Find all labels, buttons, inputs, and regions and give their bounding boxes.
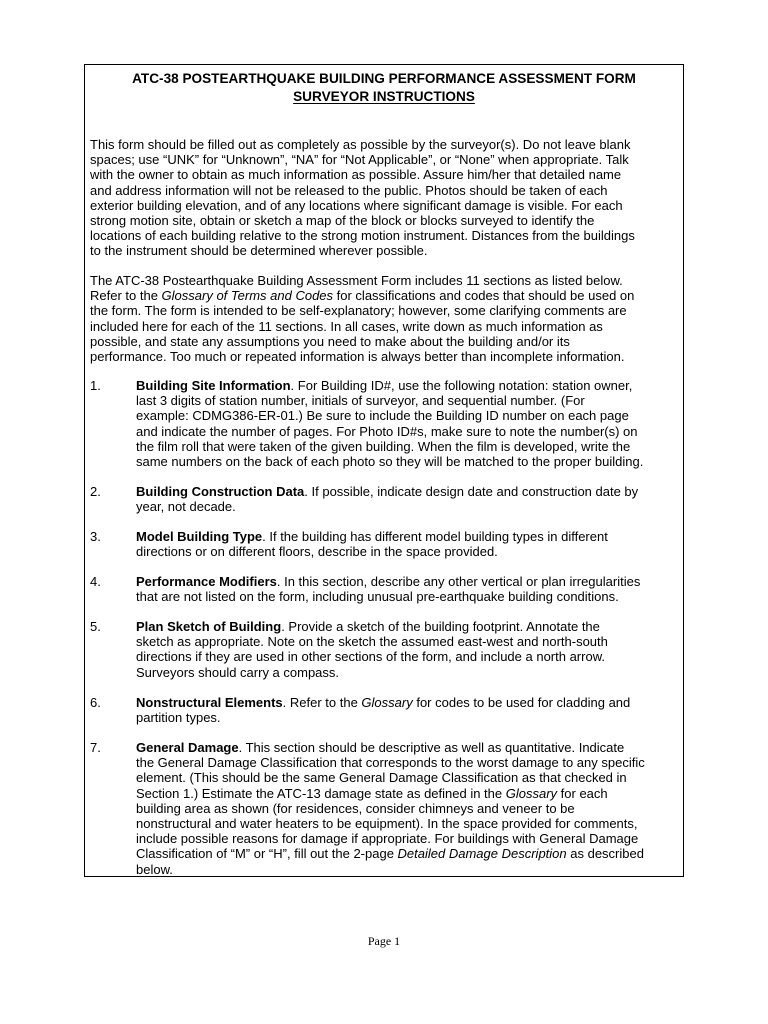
item-heading: General Damage [136, 740, 239, 755]
intro-p2-line: possible, and state any assumptions you need to make about the building and/or its [90, 333, 570, 349]
intro-p2-line [90, 288, 682, 303]
item-line: building area as shown (for residences, consider chimneys and veneer to be [136, 800, 575, 816]
item-number: 6. [90, 695, 101, 710]
item-heading: Performance Modifiers [136, 574, 277, 589]
item-text: . In this section, describe any other vertical or plan irregularities [276, 574, 641, 589]
item-line: example: CDMG386-ER-01.) Be sure to include the Building ID number on each page [136, 408, 629, 424]
item-text: . This section should be descriptive as well as quantitative. Indicate [238, 740, 625, 755]
item-line [136, 786, 682, 801]
intro-p1-line: This form should be filled out as completely as possible by the surveyor(s). Do not leave blank [90, 137, 631, 152]
intro-p1-line: exterior building elevation, and of any locations where significant damage is visible. For each [90, 197, 623, 213]
intro-paragraph-2 [90, 273, 682, 364]
item-body [136, 740, 682, 877]
item-line [136, 574, 682, 589]
intro-p2-line: The ATC-38 Postearthquake Building Assessment Form includes 11 sections as listed below. [90, 273, 623, 288]
item-line: sketch as appropriate. Note on the sketch the assumed east-west and north-south [136, 634, 608, 650]
instructions-box [84, 64, 684, 877]
item-text: Section 1.) Estimate the ATC-13 damage state as defined in the [136, 785, 506, 801]
intro-p1-line: locations of each building relative to the strong motion instrument. Distances from the buildings [90, 228, 635, 244]
item-body [136, 529, 682, 559]
form-subtitle [85, 88, 683, 105]
item-text: for each [557, 785, 608, 801]
item-body [136, 695, 682, 725]
item-line [136, 484, 682, 499]
intro-p2-text: for classifications and codes that should be used on [333, 288, 635, 304]
item-line: below. [136, 861, 173, 877]
item-number: 7. [90, 740, 101, 755]
item-line: partition types. [136, 710, 221, 726]
intro-p1-line: with the owner to obtain as much information as possible. Assure him/her that detailed name [90, 167, 622, 183]
item-text: . For Building ID#, use the following notation: station owner, [290, 378, 633, 393]
item-text: . If the building has different model building types in different [262, 529, 608, 544]
item-line: last 3 digits of station number, initials of surveyor, and sequential number. (For [136, 393, 585, 409]
item-body [136, 574, 682, 604]
intro-p2-line: the form. The form is intended to be self-explanatory; however, some clarifying comments are [90, 303, 627, 319]
item-number: 4. [90, 574, 101, 589]
glossary-reference: Glossary of Terms and Codes [161, 288, 334, 304]
item-line: Surveyors should carry a compass. [136, 664, 340, 680]
item-line: year, not decade. [136, 499, 236, 515]
item-line [136, 378, 682, 393]
item-text: Classification of “M” or “H”, fill out the 2-page [136, 846, 398, 862]
item-body [136, 619, 682, 680]
item-text: for codes to be used for cladding and [412, 695, 631, 710]
item-line [136, 846, 682, 861]
intro-p1-line: spaces; use “UNK” for “Unknown”, “NA” for “Not Applicable”, or “None” when appropriate. Talk [90, 152, 629, 168]
item-line: the General Damage Classification that corresponds to the worst damage to any specific [136, 755, 645, 771]
page-number: Page 1 [367, 934, 401, 948]
intro-p2-text: Refer to the [90, 288, 162, 304]
item-heading: Building Construction Data [136, 484, 305, 499]
intro-p1-line: strong motion site, obtain or sketch a map of the block or blocks surveyed to identify the [90, 213, 595, 229]
item-line: and indicate the number of pages. For Photo ID#s, make sure to note the number(s) on [136, 423, 638, 439]
item-line [136, 529, 682, 544]
item-line: directions or on different floors, describe in the space provided. [136, 544, 498, 560]
item-line: that are not listed on the form, including unusual pre-earthquake building conditions. [136, 589, 619, 605]
item-line [136, 740, 682, 755]
item-line: nonstructural and water heaters to be equipment). In the space provided for comments, [136, 816, 638, 832]
intro-p1-line: to the instrument should be determined wherever possible. [90, 243, 428, 259]
item-line: directions if they are used in other sections of the form, and include a north arrow. [136, 649, 605, 665]
item-line: include possible reasons for damage if appropriate. For buildings with General Damage [136, 831, 639, 847]
intro-p1-line: and address information will not be released to the public. Photos should be taken of each [90, 182, 608, 198]
glossary-reference: Glossary [505, 785, 558, 801]
item-line: same numbers on the back of each photo so they will be matched to the proper building. [136, 454, 644, 470]
item-line [136, 695, 682, 710]
item-number: 3. [90, 529, 101, 544]
item-heading: Nonstructural Elements [136, 695, 283, 710]
item-body [136, 484, 682, 514]
item-heading: Plan Sketch of Building [136, 619, 282, 634]
form-title: ATC-38 POSTEARTHQUAKE BUILDING PERFORMANCE ASSESSMENT FORM [132, 71, 636, 86]
item-number: 2. [90, 484, 101, 499]
intro-paragraph-1 [90, 137, 682, 259]
intro-p2-line: included here for each of the 11 sections. In all cases, write down as much information as [90, 318, 603, 334]
item-number: 5. [90, 619, 101, 634]
item-heading: Building Site Information [136, 378, 291, 393]
glossary-reference: Glossary [361, 695, 413, 710]
item-text: . If possible, indicate design date and construction date by [304, 484, 639, 499]
form-subtitle-text: SURVEYOR INSTRUCTIONS [293, 89, 475, 104]
item-line [136, 619, 682, 634]
item-body [136, 378, 682, 469]
item-number: 1. [90, 378, 101, 393]
item-text: . Provide a sketch of the building footprint. Annotate the [281, 619, 600, 634]
item-heading: Model Building Type [136, 529, 263, 544]
item-line: the film roll that were taken of the given building. When the film is developed, write the [136, 438, 631, 454]
intro-p2-line: performance. Too much or repeated information is always better than incomplete information. [90, 349, 625, 365]
item-line: element. (This should be the same General Damage Classification as that checked in [136, 770, 627, 786]
item-text: . Refer to the [282, 695, 362, 710]
item-text: as described [566, 846, 644, 862]
detailed-damage-reference: Detailed Damage Description [397, 846, 567, 862]
